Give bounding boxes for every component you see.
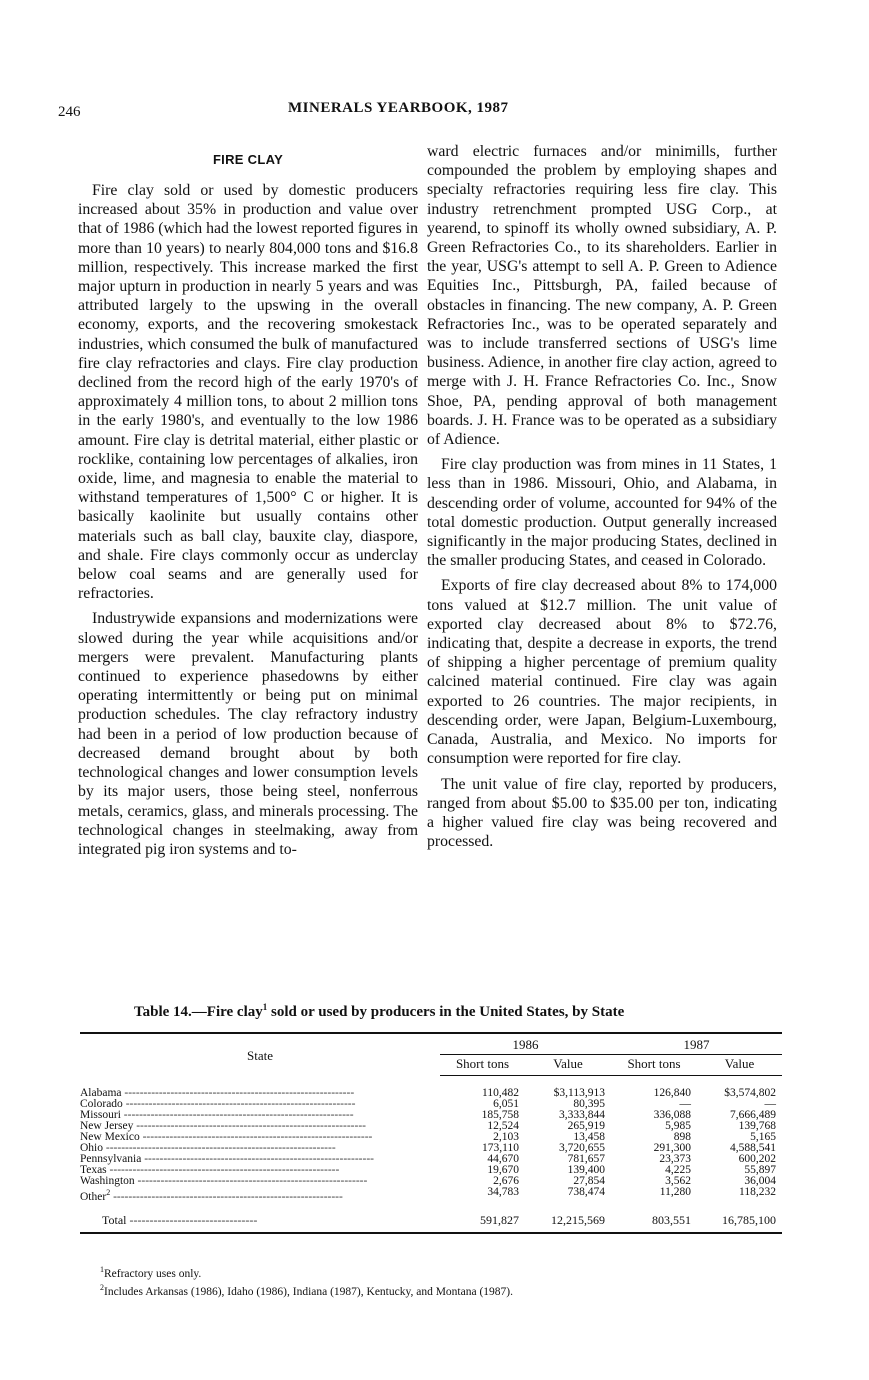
table-cell: 803,551: [611, 1203, 697, 1233]
body-paragraph: Exports of fire clay decreased about 8% to 174,000 tons valued at $12.7 million. The unit value of exported clay decreased about 8% to $72.76, indicating that, despite a decrease in exports, the trend of shipping a higher percentage of premium quality calcined material continued. Fire clay was again exported to 26 countries. The major recipients, in descending order, were Japan, Belgium-Luxembourg, Canada, Australia, and Mexico. No imports for consumption were reported for fire clay.: [427, 577, 777, 768]
table-cell: 898: [673, 1131, 691, 1143]
table-cell: 6,051: [493, 1098, 519, 1110]
table-cell: 3,562: [665, 1175, 691, 1187]
table-cell-state: New Mexico: [80, 1132, 140, 1143]
table-row: Alabama ------------------------------------------------------------ 110,482 $3,113,913 126,840 $3,574,802: [80, 1076, 782, 1100]
table-cell-state: Pennsylvania: [80, 1154, 142, 1165]
column-header-short-tons: Short tons: [440, 1055, 525, 1076]
table-cell: 126,840: [653, 1087, 691, 1099]
table-cell: 139,768: [738, 1120, 776, 1132]
table-cell: 11,280: [659, 1186, 691, 1198]
column-header-year-1986: 1986: [440, 1033, 611, 1055]
column-header-year-1987: 1987: [611, 1033, 782, 1055]
table-cell: —: [764, 1098, 776, 1110]
table-cell-state: Other: [80, 1190, 107, 1203]
table-cell: $3,574,802: [724, 1087, 776, 1099]
footnote: $^2$Includes Arkansas (1986), Idaho (1986), Indiana (1987), Kentucky, and Montana (1987).: [100, 1282, 513, 1298]
right-column: [427, 142, 777, 857]
column-header-value: Value: [697, 1055, 782, 1076]
table-cell: 3,720,655: [559, 1142, 605, 1154]
table-cell: 44,670: [487, 1153, 519, 1165]
body-paragraph: Fire clay sold or used by domestic producers increased about 35% in production and value over that of 1986 (which had the lowest reported figures in more than 10 years) to nearly 804,000 tons and $16.8 million, respectively. This increase marked the first major upturn in production in nearly 5 years and was attributed largely to the upswing in the overall economy, exports, and the recovering smokestack industries, which consumed the bulk of manufactured fire clay refractories and clays. Fire clay production declined from the record high of the early 1970's of approximately 4 million tons, to about 2 million tons in the early 1980's, and eventually to the low 1986 amount. Fire clay is detrital material, either plastic or rocklike, containing low percentages of alkalies, iron oxide, lime, and magnesia to enable the material to withstand temperatures of 1,500° C or higher. It is basically kaolinite but usually contains other materials such as ball clay, bauxite clay, diaspore, and shale. Fire clays commonly occur as underclay below coal seams and are generally used for refractories.: [78, 182, 418, 603]
table-cell: 23,373: [659, 1153, 691, 1165]
table-cell: 600,202: [738, 1153, 776, 1165]
table-cell-state: Washington: [80, 1176, 135, 1187]
body-paragraph: Fire clay production was from mines in 11 States, 1 less than in 1986. Missouri, Ohio, and Alabama, in descending order of volume, accounted for 94% of the total domestic production. Output generally increased significantly in the major producing States, declined in the smaller producing States, and ceased in Colorado.: [427, 456, 777, 570]
table-cell: 265,919: [567, 1120, 605, 1132]
table-cell: 118,232: [739, 1186, 776, 1198]
table-title: Table 14.—Fire clay$^1$ sold or used by producers in the United States, by State: [134, 1002, 625, 1020]
section-title: FIRE CLAY: [212, 152, 284, 167]
table-row: Colorado ------------------------------------------------------------ 6,051 80,395 — —: [80, 1099, 782, 1110]
running-title: MINERALS YEARBOOK, 1987: [288, 100, 509, 116]
table-cell: 36,004: [744, 1175, 776, 1187]
table-row: Ohio ------------------------------------------------------------ 173,110 3,720,655 291,300 4,588,541: [80, 1143, 782, 1154]
table-cell: 12,524: [487, 1120, 519, 1132]
table-row: Other$^2$ ------------------------------------------------------------ 34,783 738,474 11,280 118,232: [80, 1187, 782, 1203]
footnote: $^1$Refractory uses only.: [100, 1265, 202, 1280]
footnote-marker: 2: [106, 1188, 111, 1197]
table-cell: 55,897: [744, 1164, 776, 1176]
footnotes: [100, 1263, 513, 1299]
table-cell-state: Texas: [80, 1165, 107, 1176]
table-cell: 738,474: [567, 1186, 605, 1198]
footnote-marker: 1: [262, 1002, 268, 1012]
body-paragraph: ward electric furnaces and/or minimills, further compounded the problem by employing shapes and specialty refractories requiring less fire clay. This industry retrenchment prompted USG Corp., at yearend, to spinoff its wholly owned subsidiary, A. P. Green Refractories Co., to its shareholders. Earlier in the year, USG's attempt to sell A. P. Green to Adience Equities Inc., Pittsburgh, PA, failed because of obstacles in financing. The new company, A. P. Green Refractories Inc., was to be operated separately and was to include transferred sections of USG's lime business. Adience, in another fire clay action, agreed to merge with J. H. France Refractories Co. Inc., Snow Shoe, PA, pending approval of both management boards. J. H. France was to be operated as a subsidiary of Adience.: [427, 143, 777, 449]
table-cell: 336,088: [653, 1109, 691, 1121]
column-header-value: Value: [525, 1055, 611, 1076]
table-cell: 7,666,489: [730, 1109, 776, 1121]
column-header-short-tons: Short tons: [611, 1055, 697, 1076]
table-cell: 19,670: [487, 1164, 519, 1176]
table-cell: 110,482: [482, 1087, 519, 1099]
column-header-state: State: [80, 1033, 440, 1076]
table-cell: 591,827: [440, 1203, 525, 1233]
table-cell-state: Missouri: [80, 1110, 121, 1121]
table-cell: 34,783: [487, 1186, 519, 1198]
fire-clay-table: [80, 1032, 782, 1234]
table-cell-state: Total: [102, 1212, 127, 1227]
table-cell: 4,225: [665, 1164, 691, 1176]
table-cell: 781,657: [567, 1153, 605, 1165]
left-column: [78, 142, 418, 865]
table-cell: 13,458: [573, 1131, 605, 1143]
table-cell: 291,300: [653, 1142, 691, 1154]
table-cell-state: New Jersey: [80, 1121, 134, 1132]
table-cell-state: Ohio: [80, 1143, 103, 1154]
table-cell: 27,854: [573, 1175, 605, 1187]
table-cell: $3,113,913: [553, 1087, 605, 1099]
table-cell: 173,110: [482, 1142, 519, 1154]
table-cell: 5,985: [665, 1120, 691, 1132]
table-cell: —: [679, 1098, 691, 1110]
table-cell: 2,103: [493, 1131, 519, 1143]
page-number: 246: [58, 104, 81, 120]
table-cell: 2,676: [493, 1175, 519, 1187]
table-total-row: Total -------------------------------- 591,827 12,215,569 803,551 16,785,100: [80, 1203, 782, 1233]
table-cell: 5,165: [750, 1131, 776, 1143]
table-cell: 3,333,844: [559, 1109, 605, 1121]
table-row: Missouri ------------------------------------------------------------ 185,758 3,333,844 336,088 7,666,489: [80, 1110, 782, 1121]
table-cell: 4,588,541: [730, 1142, 776, 1154]
table-cell: 80,395: [573, 1098, 605, 1110]
table-row: New Jersey ------------------------------------------------------------ 12,524 265,919 5,985 139,768: [80, 1121, 782, 1132]
table-row: Pennsylvania ------------------------------------------------------------ 44,670 781,657 23,373 600,202: [80, 1154, 782, 1165]
table-row: Washington ------------------------------------------------------------ 2,676 27,854 3,562 36,004: [80, 1176, 782, 1187]
table-cell: 185,758: [481, 1109, 519, 1121]
table-cell: 12,215,569: [525, 1203, 611, 1233]
body-paragraph: The unit value of fire clay, reported by producers, ranged from about $5.00 to $35.00 per ton, indicating a higher valued fire clay was being recovered and processed.: [427, 775, 777, 851]
table-row: Texas ------------------------------------------------------------ 19,670 139,400 4,225 55,897: [80, 1165, 782, 1176]
table-cell: 139,400: [567, 1164, 605, 1176]
table-cell: 16,785,100: [697, 1203, 782, 1233]
table-cell-state: Colorado: [80, 1099, 123, 1110]
body-paragraph: Industrywide expansions and modernizations were slowed during the year while acquisitions and/or mergers were prevalent. Manufacturing plants continued to experience phasedowns by either operating intermittently or being put on minimal production schedules. The clay refractory industry had been in a period of low production because of decreased demand brought about by both technological changes and lower consumption levels by its major users, those being steel, nonferrous metals, ceramics, glass, and minerals processing. The technological changes in steelmaking, away from integrated pig iron systems and to-: [78, 610, 418, 858]
table-cell-state: Alabama: [80, 1086, 122, 1099]
table-row: New Mexico ------------------------------------------------------------ 2,103 13,458 898 5,165: [80, 1132, 782, 1143]
